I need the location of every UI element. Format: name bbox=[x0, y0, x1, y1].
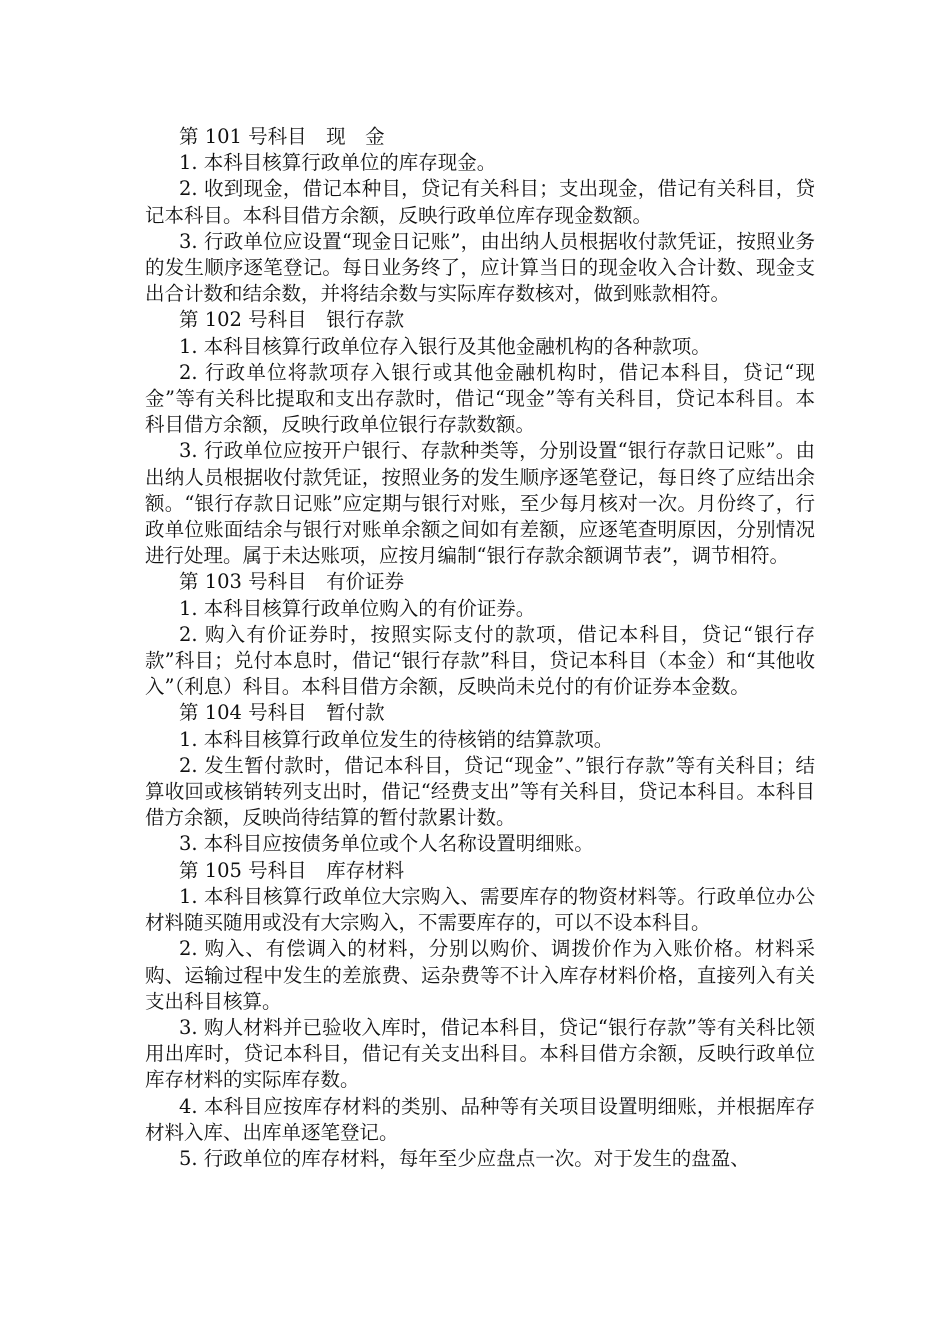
section-heading: 第 102 号科目 银行存款 bbox=[179, 308, 405, 332]
paragraph: 3. 行政单位应按开户银行、存款种类等，分别设置“银行存款日记账”。由出纳人员根据收付款凭证，按照业务的发生顺序逐笔登记，每日终了应结出余额。“银行存款日记账”应定期与银行对账，至少每月核对一次。月份终了，行政单位账面结余与银行对账单余额之间如有差额，应逐笔查明原因，分别情况进行处理。属于未达账项，应按月编制“银行存款余额调节表”，调节相符。 bbox=[145, 439, 815, 568]
section-heading: 第 101 号科目 现 金 bbox=[179, 125, 385, 148]
paragraph: 3. 本科目应按债务单位或个人名称设置明细账。 bbox=[179, 832, 594, 856]
paragraph: 2. 购入、有偿调入的材料，分别以购价、调拨价作为入账价格。材料采购、运输过程中发生的差旅费、运杂费等不计入库存材料价格，直接列入有关支出科目核算。 bbox=[145, 937, 815, 1013]
paragraph: 1. 本科目核算行政单位大宗购入、需要库存的物资材料等。行政单位办公材料随买随用或没有大宗购入，不需要库存的，可以不设本科目。 bbox=[145, 884, 815, 935]
section-heading: 第 103 号科目 有价证券 bbox=[179, 570, 405, 594]
paragraph: 1. 本科目核算行政单位的库存现金。 bbox=[179, 151, 497, 175]
paragraph: 2. 行政单位将款项存入银行或其他金融机构时，借记本科目，贷记“现金”等有关科比提取和支出存款时，借记“现金”等有关科目，贷记本科目。本科目借方余额，反映行政单位银行存款数额。 bbox=[145, 360, 815, 437]
paragraph: 1. 本科目核算行政单位购入的有价证券。 bbox=[179, 596, 536, 620]
paragraph: 2. 发生暂付款时，借记本科目，贷记“现金”、”银行存款”等有关科目；结算收回或核销转列支出时，借记“经费支出”等有关科目，贷记本科目。本科目借方余额，反映尚待结算的暂付款累计数。 bbox=[145, 753, 815, 830]
paragraph: 2. 购入有价证券时，按照实际支付的款项，借记本科目，贷记“银行存款”科目；兑付本息时，借记“银行存款”科目，贷记本科目（本金）和“其他收入”（利息）科目。本科目借方余额，反映尚未兑付的有价证券本金数。 bbox=[145, 622, 815, 699]
paragraph: 4. 本科目应按库存材料的类别、品种等有关项目设置明细账，并根据库存材料入库、出库单逐笔登记。 bbox=[145, 1094, 815, 1144]
paragraph: 3. 行政单位应设置“现金日记账”，由出纳人员根据收付款凭证，按照业务的发生顺序逐笔登记。每日业务终了，应计算当日的现金收入合计数、现金支出合计数和结余数，并将结余数与实际库存数核对，做到账款相符。 bbox=[145, 229, 815, 306]
paragraph: 2. 收到现金，借记本种目，贷记有关科目；支出现金，借记有关科目，贷记本科目。本科目借方余额，反映行政单位库存现金数额。 bbox=[145, 177, 815, 227]
document-body bbox=[145, 124, 815, 1172]
paragraph: 1. 本科目核算行政单位发生的待核销的结算款项。 bbox=[179, 727, 614, 751]
paragraph: 5. 行政单位的库存材料，每年至少应盘点一次。对于发生的盘盈、 bbox=[179, 1146, 750, 1170]
paragraph: 1. 本科目核算行政单位存入银行及其他金融机构的各种款项。 bbox=[179, 334, 711, 358]
section-heading: 第 105 号科目 库存材料 bbox=[179, 858, 405, 882]
paragraph: 3. 购人材料并已验收入库时，借记本科目，贷记“银行存款”等有关科比领用出库时，贷记本科目，借记有关支出科目。本科目借方余额，反映行政单位库存材料的实际库存数。 bbox=[145, 1015, 815, 1092]
section-heading: 第 104 号科目 暂付款 bbox=[179, 701, 385, 725]
